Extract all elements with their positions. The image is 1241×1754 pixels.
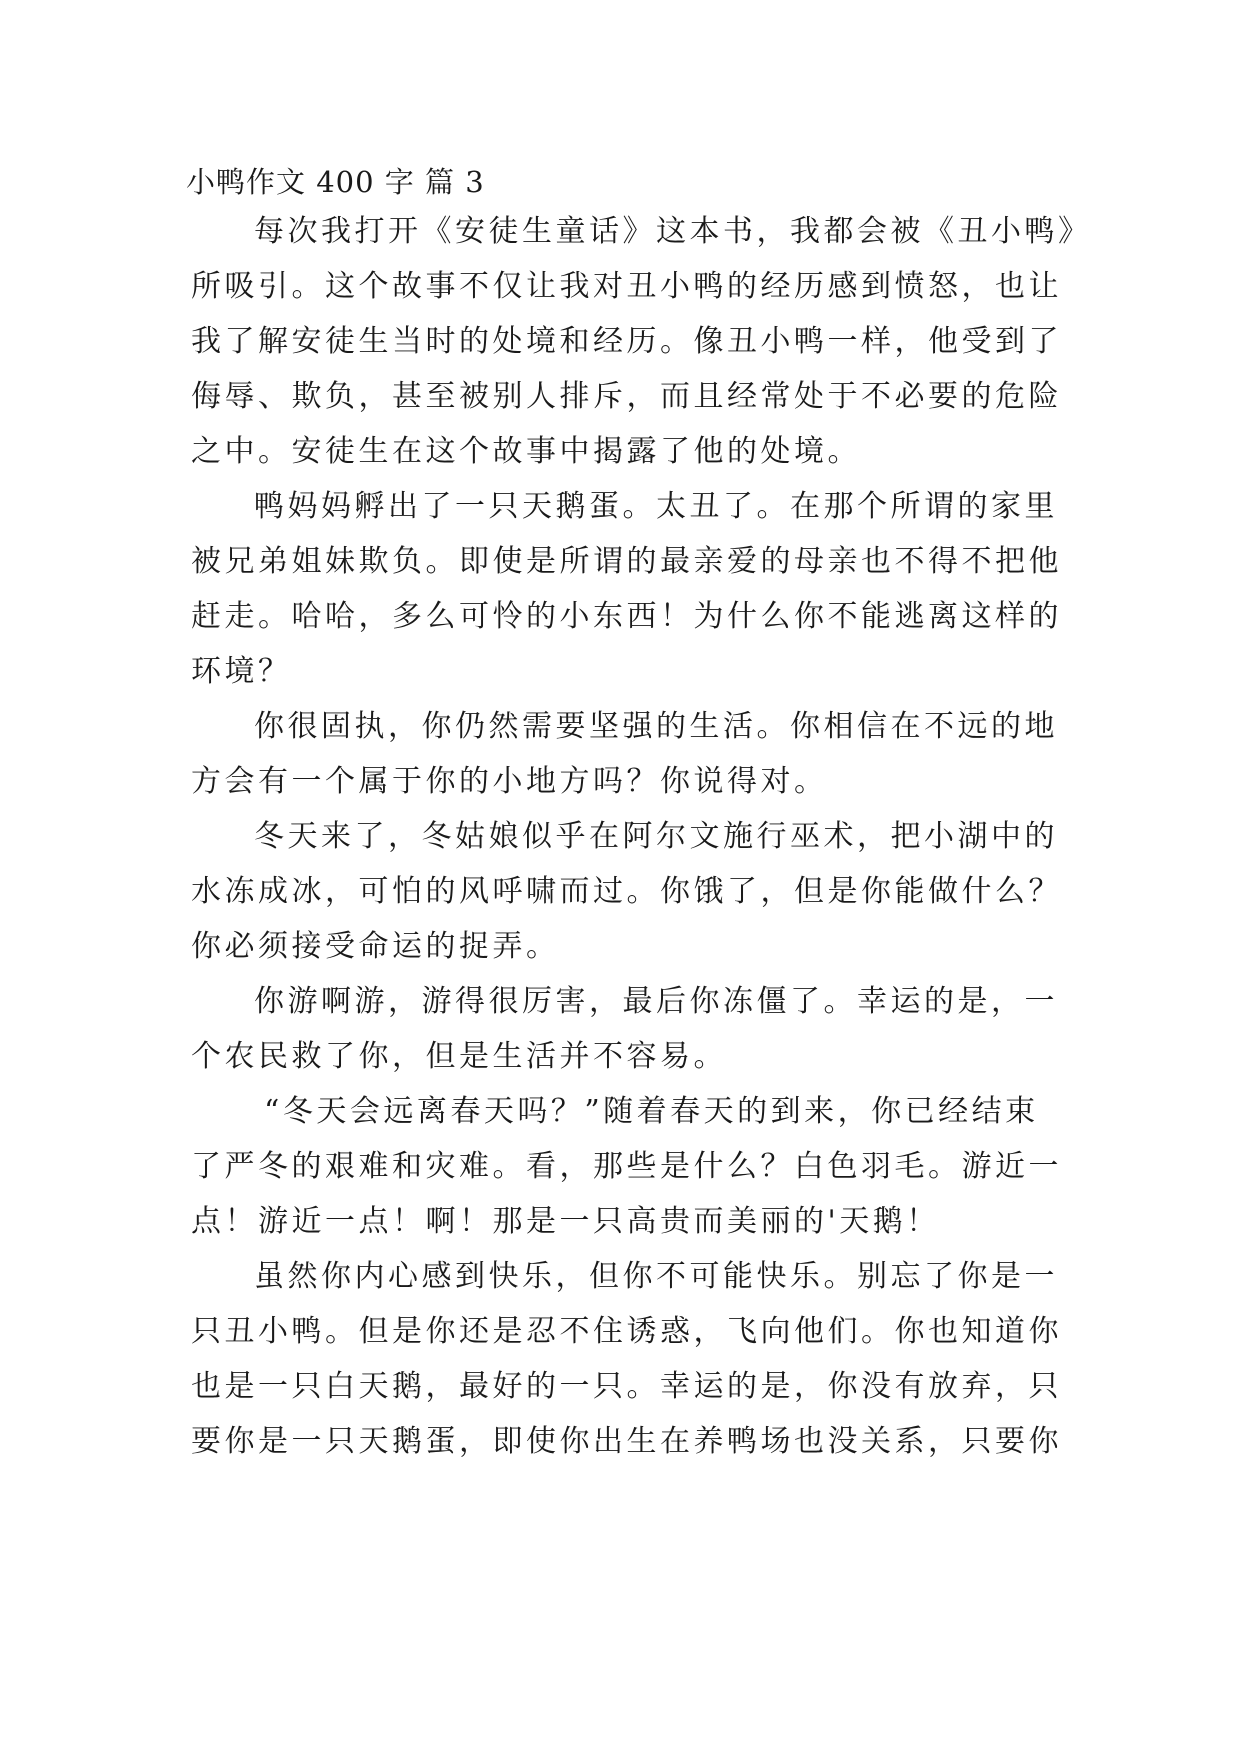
text-line: 鸭妈妈孵出了一只天鹅蛋。太丑了。在那个所谓的家里: [254, 489, 1058, 524]
text-line: 你很固执，你仍然需要坚强的生活。你相信在不远的地: [254, 709, 1058, 744]
text-line: 赶走。哈哈，多么可怜的小东西！为什么你不能逃离这样的: [191, 599, 1062, 634]
essay-heading: 小鸭作文 400 字 篇 3: [186, 165, 485, 199]
text-line: 被兄弟姐妹欺负。即使是所谓的最亲爱的母亲也不得不把他: [191, 544, 1062, 579]
text-line: 侮辱、欺负，甚至被别人排斥，而且经常处于不必要的危险: [191, 379, 1062, 414]
text-line: 个农民救了你，但是生活并不容易。: [191, 1039, 727, 1074]
text-line: 也是一只白天鹅，最好的一只。幸运的是，你没有放弃，只: [191, 1369, 1062, 1404]
text-line: 每次我打开《安徒生童话》这本书，我都会被《丑小鸭》: [254, 214, 1092, 249]
text-line: 环境？: [191, 654, 292, 689]
text-line: 之中。安徒生在这个故事中揭露了他的处境。: [191, 434, 861, 469]
text-line: 点！游近一点！啊！那是一只高贵而美丽的'天鹅！: [191, 1204, 940, 1239]
text-line: 虽然你内心感到快乐，但你不可能快乐。别忘了你是一: [254, 1259, 1058, 1294]
text-line: 方会有一个属于你的小地方吗？你说得对。: [191, 764, 828, 799]
text-line: “冬天会远离春天吗？”随着春天的到来，你已经结束: [264, 1094, 1039, 1129]
text-line: 冬天来了，冬姑娘似乎在阿尔文施行巫术，把小湖中的: [254, 819, 1058, 854]
text-line: 水冻成冰，可怕的风呼啸而过。你饿了，但是你能做什么？: [191, 874, 1062, 909]
text-line: 只丑小鸭。但是你还是忍不住诱惑，飞向他们。你也知道你: [191, 1314, 1062, 1349]
text-line: 了严冬的艰难和灾难。看，那些是什么？白色羽毛。游近一: [191, 1149, 1062, 1184]
text-line: 你必须接受命运的捉弄。: [191, 929, 560, 964]
text-line: 我了解安徒生当时的处境和经历。像丑小鸭一样，他受到了: [191, 324, 1062, 359]
text-line: 你游啊游，游得很厉害，最后你冻僵了。幸运的是，一: [254, 984, 1058, 1019]
text-line: 所吸引。这个故事不仅让我对丑小鸭的经历感到愤怒，也让: [191, 269, 1062, 304]
text-line: 要你是一只天鹅蛋，即使你出生在养鸭场也没关系，只要你: [191, 1424, 1062, 1459]
